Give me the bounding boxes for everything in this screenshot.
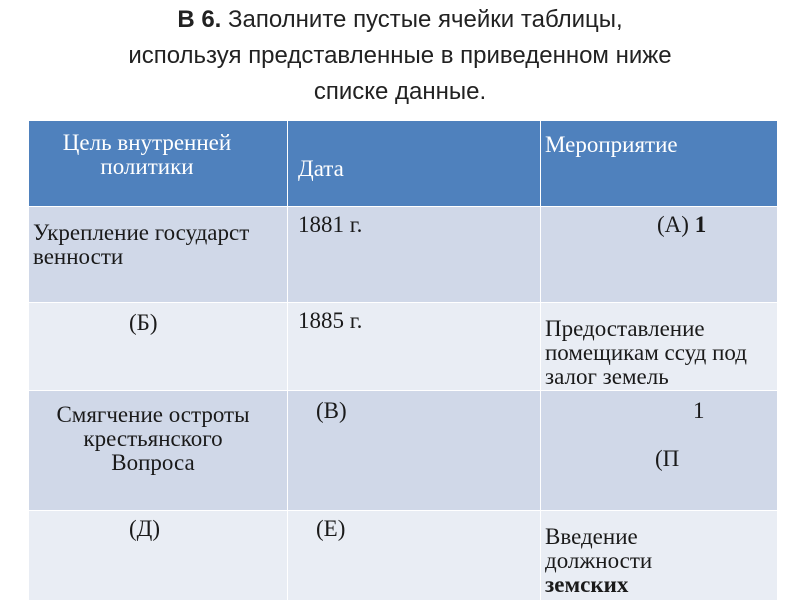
history-table (28, 120, 778, 601)
cell-date-text: (Е) (316, 516, 346, 541)
cell-event-extra: 1 (694, 212, 707, 237)
cell-goal-text: (Д) (129, 516, 161, 541)
header-row (29, 121, 778, 207)
cell-date[interactable] (288, 303, 541, 391)
cell-date-text: 1881 г. (298, 212, 363, 237)
cell-goal-text: (Б) (129, 310, 158, 335)
cell-event[interactable] (541, 511, 778, 601)
table-row (29, 303, 778, 391)
title-line-2: используя представленные в приведенном ниже (128, 42, 672, 69)
cell-event-text: (А) (657, 212, 689, 237)
table-row (29, 511, 778, 601)
task-number: В 6. (177, 6, 222, 33)
title-line-1 (0, 2, 800, 38)
title-line-3: списке данные. (313, 78, 487, 105)
cell-date[interactable] (288, 511, 541, 601)
cell-event[interactable] (541, 303, 778, 391)
cell-goal-text: Укрепление государственности (33, 220, 250, 269)
cell-date[interactable] (288, 207, 541, 303)
header-goal (29, 121, 288, 207)
cell-event[interactable] (541, 391, 778, 511)
cell-goal[interactable] (29, 207, 288, 303)
header-date-label: Дата (298, 156, 344, 181)
cell-date-text: (В) (316, 398, 347, 423)
cell-goal[interactable] (29, 303, 288, 391)
page-title (0, 2, 800, 110)
cell-date[interactable] (288, 391, 541, 511)
table-row (29, 207, 778, 303)
cell-goal-text: Смягчение остроты крестьянского Вопроса (56, 402, 250, 475)
cell-event-extra: земских (545, 572, 629, 597)
table-row (29, 391, 778, 511)
cell-date-text: 1885 г. (298, 308, 363, 333)
cell-event-text: Введение должности (545, 524, 653, 573)
cell-event-text: 1 (693, 398, 705, 423)
cell-goal[interactable] (29, 391, 288, 511)
header-goal-label: Цель внутренней политики (62, 130, 232, 179)
header-event (541, 121, 778, 207)
header-date (288, 121, 541, 207)
title-text-1: Заполните пустые ячейки таблицы, (228, 6, 623, 33)
header-event-label: Мероприятие (545, 132, 678, 157)
cell-event[interactable] (541, 207, 778, 303)
cell-goal[interactable] (29, 511, 288, 601)
cell-event-text: Предоставление помещикам ссуд под залог земель (545, 316, 747, 389)
cell-event-extra: (П (655, 446, 680, 471)
